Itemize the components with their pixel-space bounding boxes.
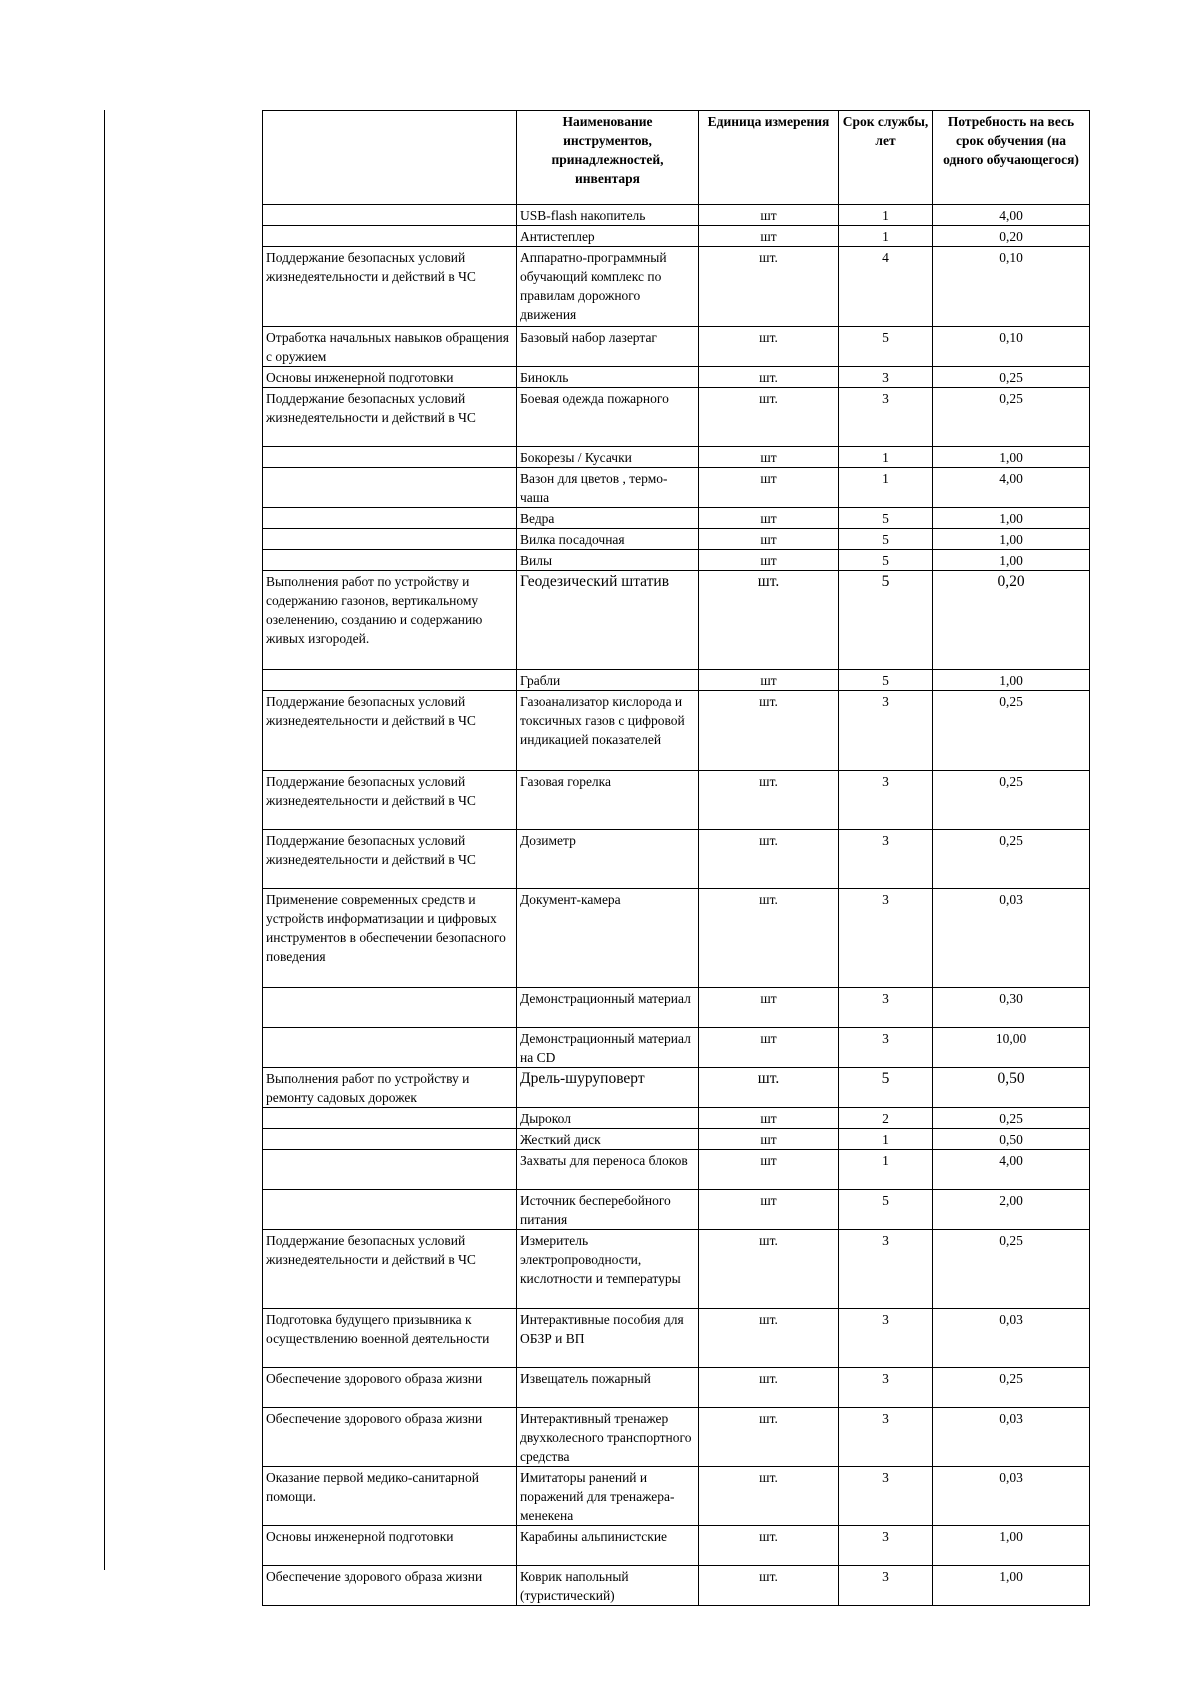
cell-life: 3 <box>839 1526 933 1566</box>
cell-purpose <box>263 205 517 226</box>
cell-name: Источник бесперебойного питания <box>517 1190 699 1230</box>
cell-life: 3 <box>839 1309 933 1368</box>
cell-life: 1 <box>839 1129 933 1150</box>
table-row <box>263 529 1090 550</box>
cell-unit: шт. <box>699 1230 839 1309</box>
cell-unit: шт <box>699 468 839 508</box>
cell-life: 5 <box>839 1190 933 1230</box>
cell-unit: шт. <box>699 571 839 670</box>
cell-name: Дрель-шуруповерт <box>517 1068 699 1108</box>
cell-life: 3 <box>839 1467 933 1526</box>
cell-unit: шт. <box>699 691 839 771</box>
cell-life: 5 <box>839 550 933 571</box>
cell-unit: шт. <box>699 1368 839 1408</box>
cell-purpose: Поддержание безопасных условий жизнедеятельности и действий в ЧС <box>263 247 517 327</box>
cell-purpose <box>263 508 517 529</box>
table-row <box>263 1129 1090 1150</box>
table-row <box>263 691 1090 771</box>
cell-need: 1,00 <box>933 1526 1090 1566</box>
cell-need: 0,20 <box>933 571 1090 670</box>
cell-unit: шт <box>699 508 839 529</box>
table-row <box>263 1408 1090 1467</box>
cell-name: Извещатель пожарный <box>517 1368 699 1408</box>
cell-need: 0,03 <box>933 889 1090 988</box>
cell-purpose: Поддержание безопасных условий жизнедеятельности и действий в ЧС <box>263 691 517 771</box>
cell-unit: шт <box>699 988 839 1028</box>
cell-purpose: Выполнения работ по устройству и содержанию газонов, вертикальному озеленению, созданию и содержанию живых изгородей. <box>263 571 517 670</box>
cell-unit: шт <box>699 1028 839 1068</box>
cell-purpose <box>263 447 517 468</box>
header-service-life: Срок службы, лет <box>839 111 933 205</box>
cell-name: Демонстрационный материал на CD <box>517 1028 699 1068</box>
cell-purpose <box>263 529 517 550</box>
table-row <box>263 1028 1090 1068</box>
table-row <box>263 1566 1090 1606</box>
cell-purpose <box>263 226 517 247</box>
cell-name: Дозиметр <box>517 830 699 889</box>
cell-unit: шт. <box>699 771 839 830</box>
cell-name: Коврик напольный (туристический) <box>517 1566 699 1606</box>
table-row <box>263 988 1090 1028</box>
cell-life: 3 <box>839 1566 933 1606</box>
cell-purpose <box>263 670 517 691</box>
cell-purpose <box>263 1190 517 1230</box>
cell-need: 0,03 <box>933 1309 1090 1368</box>
cell-purpose <box>263 1129 517 1150</box>
table-row <box>263 550 1090 571</box>
cell-unit: шт <box>699 226 839 247</box>
cell-unit: шт. <box>699 367 839 388</box>
table-row <box>263 1467 1090 1526</box>
cell-name: Бинокль <box>517 367 699 388</box>
table-row <box>263 771 1090 830</box>
cell-name: Жесткий диск <box>517 1129 699 1150</box>
cell-need: 1,00 <box>933 670 1090 691</box>
cell-life: 3 <box>839 1408 933 1467</box>
cell-purpose: Обеспечение здорового образа жизни <box>263 1566 517 1606</box>
cell-unit: шт <box>699 670 839 691</box>
cell-purpose <box>263 468 517 508</box>
cell-need: 4,00 <box>933 468 1090 508</box>
cell-unit: шт. <box>699 1467 839 1526</box>
table-row <box>263 1230 1090 1309</box>
table-row <box>263 670 1090 691</box>
cell-unit: шт. <box>699 1408 839 1467</box>
table-row <box>263 1526 1090 1566</box>
cell-unit: шт <box>699 1108 839 1129</box>
cell-life: 1 <box>839 205 933 226</box>
cell-unit: шт. <box>699 388 839 447</box>
cell-life: 3 <box>839 1368 933 1408</box>
cell-purpose <box>263 1028 517 1068</box>
cell-life: 3 <box>839 830 933 889</box>
cell-need: 0,25 <box>933 771 1090 830</box>
cell-purpose: Поддержание безопасных условий жизнедеятельности и действий в ЧС <box>263 1230 517 1309</box>
cell-name: USB-flash накопитель <box>517 205 699 226</box>
cell-purpose: Подготовка будущего призывника к осуществлению военной деятельности <box>263 1309 517 1368</box>
cell-life: 5 <box>839 508 933 529</box>
header-purpose <box>263 111 517 205</box>
cell-life: 5 <box>839 670 933 691</box>
header-need: Потребность на весь срок обучения (на одного обучающегося) <box>933 111 1090 205</box>
table-row <box>263 205 1090 226</box>
table-row <box>263 571 1090 670</box>
cell-need: 0,25 <box>933 1368 1090 1408</box>
cell-purpose: Обеспечение здорового образа жизни <box>263 1408 517 1467</box>
cell-name: Интерактивные пособия для ОБЗР и ВП <box>517 1309 699 1368</box>
cell-purpose: Оказание первой медико-санитарной помощи. <box>263 1467 517 1526</box>
table-row <box>263 1190 1090 1230</box>
cell-need: 0,25 <box>933 830 1090 889</box>
cell-life: 3 <box>839 367 933 388</box>
cell-need: 1,00 <box>933 1566 1090 1606</box>
cell-life: 3 <box>839 691 933 771</box>
cell-purpose: Отработка начальных навыков обращения с оружием <box>263 327 517 367</box>
table-row <box>263 1368 1090 1408</box>
cell-unit: шт. <box>699 247 839 327</box>
table-row <box>263 830 1090 889</box>
cell-purpose <box>263 1150 517 1190</box>
cell-need: 0,10 <box>933 327 1090 367</box>
cell-unit: шт. <box>699 1526 839 1566</box>
cell-name: Имитаторы ранений и поражений для тренажера-менекена <box>517 1467 699 1526</box>
cell-name: Вилка посадочная <box>517 529 699 550</box>
cell-unit: шт. <box>699 1068 839 1108</box>
cell-need: 0,25 <box>933 691 1090 771</box>
header-name: Наименование инструментов, принадлежностей, инвентаря <box>517 111 699 205</box>
cell-name: Дырокол <box>517 1108 699 1129</box>
cell-need: 4,00 <box>933 205 1090 226</box>
cell-name: Захваты для переноса блоков <box>517 1150 699 1190</box>
cell-unit: шт <box>699 205 839 226</box>
header-unit: Единица измерения <box>699 111 839 205</box>
cell-need: 1,00 <box>933 508 1090 529</box>
cell-life: 1 <box>839 226 933 247</box>
cell-life: 1 <box>839 447 933 468</box>
cell-life: 5 <box>839 529 933 550</box>
cell-need: 0,50 <box>933 1068 1090 1108</box>
table-row <box>263 247 1090 327</box>
cell-name: Вилы <box>517 550 699 571</box>
cell-need: 2,00 <box>933 1190 1090 1230</box>
cell-purpose: Основы инженерной подготовки <box>263 1526 517 1566</box>
cell-life: 2 <box>839 1108 933 1129</box>
cell-need: 0,25 <box>933 388 1090 447</box>
table-row <box>263 1068 1090 1108</box>
cell-need: 0,50 <box>933 1129 1090 1150</box>
table-row <box>263 1150 1090 1190</box>
cell-name: Интерактивный тренажер двухколесного транспортного средства <box>517 1408 699 1467</box>
cell-unit: шт. <box>699 1566 839 1606</box>
cell-need: 0,25 <box>933 367 1090 388</box>
cell-need: 10,00 <box>933 1028 1090 1068</box>
cell-name: Демонстрационный материал <box>517 988 699 1028</box>
equipment-table <box>262 110 1090 1606</box>
cell-purpose: Поддержание безопасных условий жизнедеятельности и действий в ЧС <box>263 771 517 830</box>
cell-unit: шт. <box>699 830 839 889</box>
cell-name: Газовая горелка <box>517 771 699 830</box>
cell-purpose <box>263 1108 517 1129</box>
cell-name: Измеритель электропроводности, кислотности и температуры <box>517 1230 699 1309</box>
cell-purpose: Поддержание безопасных условий жизнедеятельности и действий в ЧС <box>263 830 517 889</box>
table-row <box>263 388 1090 447</box>
cell-name: Аппаратно-программный обучающий комплекс по правилам дорожного движения <box>517 247 699 327</box>
cell-purpose: Поддержание безопасных условий жизнедеятельности и действий в ЧС <box>263 388 517 447</box>
cell-unit: шт <box>699 1150 839 1190</box>
cell-need: 0,10 <box>933 247 1090 327</box>
cell-need: 0,25 <box>933 1230 1090 1309</box>
cell-need: 1,00 <box>933 550 1090 571</box>
table-row <box>263 508 1090 529</box>
table-header-row <box>263 111 1090 205</box>
cell-purpose: Выполнения работ по устройству и ремонту садовых дорожек <box>263 1068 517 1108</box>
cell-life: 1 <box>839 468 933 508</box>
cell-unit: шт. <box>699 327 839 367</box>
cell-life: 3 <box>839 1028 933 1068</box>
cell-need: 1,00 <box>933 529 1090 550</box>
cell-life: 1 <box>839 1150 933 1190</box>
cell-purpose <box>263 988 517 1028</box>
cell-life: 3 <box>839 388 933 447</box>
cell-name: Карабины альпинистские <box>517 1526 699 1566</box>
cell-purpose: Основы инженерной подготовки <box>263 367 517 388</box>
cell-life: 5 <box>839 327 933 367</box>
cell-name: Базовый набор лазертаг <box>517 327 699 367</box>
cell-unit: шт <box>699 447 839 468</box>
cell-purpose: Применение современных средств и устройств информатизации и цифровых инструментов в обеспечении безопасного поведения <box>263 889 517 988</box>
cell-need: 0,03 <box>933 1467 1090 1526</box>
cell-unit: шт. <box>699 889 839 988</box>
table-row <box>263 1309 1090 1368</box>
cell-name: Газоанализатор кислорода и токсичных газов с цифровой индикацией показателей <box>517 691 699 771</box>
table-row <box>263 468 1090 508</box>
cell-need: 1,00 <box>933 447 1090 468</box>
cell-need: 4,00 <box>933 1150 1090 1190</box>
table-row <box>263 327 1090 367</box>
cell-life: 3 <box>839 988 933 1028</box>
cell-name: Геодезический штатив <box>517 571 699 670</box>
left-margin-line <box>104 110 105 1570</box>
cell-purpose <box>263 550 517 571</box>
cell-purpose: Обеспечение здорового образа жизни <box>263 1368 517 1408</box>
cell-life: 3 <box>839 889 933 988</box>
cell-need: 0,30 <box>933 988 1090 1028</box>
cell-life: 3 <box>839 771 933 830</box>
cell-name: Ведра <box>517 508 699 529</box>
cell-unit: шт <box>699 1190 839 1230</box>
table-row <box>263 226 1090 247</box>
cell-name: Документ-камера <box>517 889 699 988</box>
cell-unit: шт <box>699 1129 839 1150</box>
cell-life: 3 <box>839 1230 933 1309</box>
table-row <box>263 1108 1090 1129</box>
cell-need: 0,20 <box>933 226 1090 247</box>
cell-life: 4 <box>839 247 933 327</box>
cell-name: Боевая одежда пожарного <box>517 388 699 447</box>
cell-name: Грабли <box>517 670 699 691</box>
table-row <box>263 889 1090 988</box>
cell-unit: шт <box>699 550 839 571</box>
cell-name: Вазон для цветов , термо-чаша <box>517 468 699 508</box>
cell-name: Бокорезы / Кусачки <box>517 447 699 468</box>
table-row <box>263 447 1090 468</box>
cell-life: 5 <box>839 571 933 670</box>
table-row <box>263 367 1090 388</box>
cell-unit: шт <box>699 529 839 550</box>
cell-need: 0,03 <box>933 1408 1090 1467</box>
cell-life: 5 <box>839 1068 933 1108</box>
cell-name: Антистеплер <box>517 226 699 247</box>
cell-unit: шт. <box>699 1309 839 1368</box>
cell-need: 0,25 <box>933 1108 1090 1129</box>
